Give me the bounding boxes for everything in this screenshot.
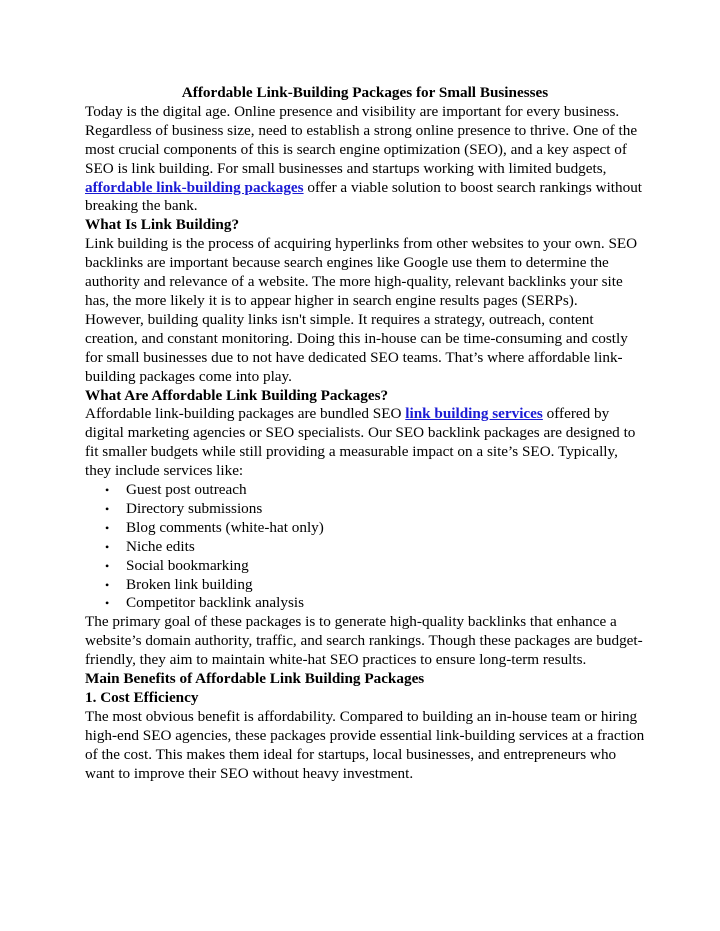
bullet-icon: • — [105, 520, 110, 535]
list-item — [105, 481, 645, 500]
intro-text-after-link: offer a viable solution to boost search rankings without breaking the bank. — [85, 178, 643, 215]
bullet-icon: • — [105, 596, 110, 611]
services-list — [85, 481, 645, 613]
list-item-text: Niche edits — [126, 537, 195, 555]
list-item-text: Directory submissions — [126, 499, 263, 517]
list-item-text: Social bookmarking — [126, 556, 249, 574]
heading-main-benefits: Main Benefits of Affordable Link Building Packages — [85, 670, 425, 688]
list-item — [105, 594, 645, 613]
page-title: Affordable Link-Building Packages for Small Businesses — [181, 84, 549, 101]
list-item — [105, 557, 645, 576]
document-page — [85, 84, 645, 784]
bullet-icon: • — [105, 558, 110, 573]
link-building-challenges-paragraph: However, building quality links isn't simple. It requires a strategy, outreach, content creation, and constant monitoring. Doing this in-house can be time-consuming and costly for small businesses due to not have dedicated SEO teams. That’s where affordable link-building packages come into play. — [85, 310, 628, 385]
bullet-icon: • — [105, 577, 110, 592]
list-item-text: Guest post outreach — [126, 481, 247, 499]
packages-definition-paragraph — [85, 405, 645, 481]
list-item — [105, 538, 645, 557]
heading-what-are-packages: What Are Affordable Link Building Packages? — [85, 386, 389, 404]
packages-goal-paragraph: The primary goal of these packages is to generate high-quality backlinks that enhance a website’s domain authority, traffic, and search rankings. Though these packages are budget-friendly, they aim to maintain white-hat SEO practices to ensure long-term results. — [85, 613, 643, 669]
bullet-icon: • — [105, 539, 110, 554]
list-item-text: Broken link building — [126, 575, 253, 593]
list-item — [105, 519, 645, 538]
link-building-services-link[interactable]: link building services — [405, 405, 543, 423]
intro-paragraph — [85, 103, 645, 216]
bullet-icon: • — [105, 501, 110, 516]
cost-efficiency-paragraph: The most obvious benefit is affordability. Compared to building an in-house team or hiring high-end SEO agencies, these packages provide essential link-building services at a fraction of the cost. This makes them ideal for startups, local businesses, and entrepreneurs who want to improve their SEO without heavy investment. — [85, 707, 645, 782]
bullet-icon: • — [105, 483, 110, 498]
list-item-text: Blog comments (white-hat only) — [126, 518, 324, 536]
packages-text-before-link: Affordable link-building packages are bundled SEO — [85, 405, 406, 423]
subheading-cost-efficiency: 1. Cost Efficiency — [85, 689, 199, 706]
affordable-link-building-packages-link[interactable]: affordable link-building packages — [85, 178, 304, 196]
list-item — [105, 576, 645, 595]
packages-text-after-link: offered by digital marketing agencies or SEO specialists. Our SEO backlink packages are designed to fit smaller budgets while still providing a measurable impact on a site’s SEO. Typically, they include services like: — [85, 405, 636, 480]
list-item-text: Competitor backlink analysis — [126, 594, 305, 612]
list-item — [105, 500, 645, 519]
intro-text-before-link: Today is the digital age. Online presence and visibility are important for every business. Regardless of business size, need to establish a strong online presence to thrive. One of the most crucial components of this is search engine optimization (SEO), and a key aspect of SEO is link building. For small businesses and startups working with limited budgets, — [85, 102, 638, 177]
link-building-definition-paragraph: Link building is the process of acquiring hyperlinks from other websites to your own. SEO backlinks are important because search engines like Google use them to determine the authority and relevance of a website. The more high-quality, relevant backlinks your site has, the more likely it is to appear higher in search engine results pages (SERPs). — [85, 235, 638, 309]
heading-what-is-link-building: What Is Link Building? — [85, 216, 240, 234]
